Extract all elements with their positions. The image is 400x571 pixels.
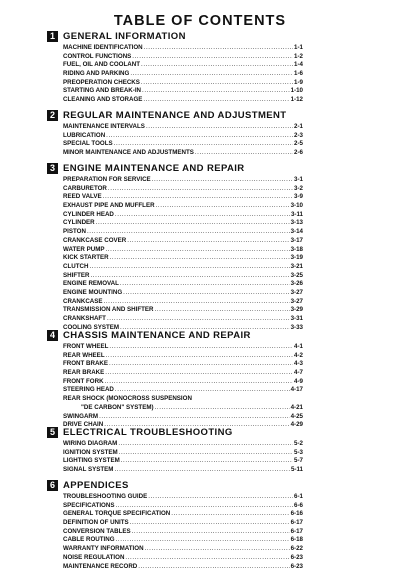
toc-entry-page-number: 5-2 <box>294 440 303 449</box>
dot-leader <box>103 193 293 202</box>
toc-entry[interactable] <box>63 193 303 202</box>
toc-entry-page-number: 3-9 <box>294 193 303 202</box>
dot-leader <box>105 378 293 387</box>
dot-leader <box>99 413 290 422</box>
dot-leader <box>115 502 293 511</box>
toc-entry-label: CLUTCH <box>63 263 88 272</box>
toc-entry[interactable] <box>63 44 303 53</box>
toc-entry-page-number: 6-18 <box>291 536 303 545</box>
toc-entry[interactable] <box>63 563 303 571</box>
toc-entry-page-number: 4-9 <box>294 378 303 387</box>
section-title: ENGINE MAINTENANCE AND REPAIR <box>63 163 245 174</box>
toc-entry-page-number: 6-23 <box>291 563 303 571</box>
dot-leader <box>104 298 290 307</box>
toc-entry-page-number: 3-33 <box>291 324 303 333</box>
toc-entry-label: CRANKCASE COVER <box>63 237 126 246</box>
toc-entry-page-number: 3-18 <box>291 246 303 255</box>
toc-entry[interactable] <box>63 466 303 475</box>
toc-entry-page-number: 3-26 <box>291 280 303 289</box>
toc-entry[interactable] <box>63 413 303 422</box>
toc-entry[interactable] <box>63 395 303 404</box>
toc-entry-label: SPECIFICATIONS <box>63 502 114 511</box>
toc-entry[interactable] <box>63 176 303 185</box>
toc-entry-page-number: 3-11 <box>291 211 303 220</box>
toc-entry[interactable] <box>63 536 303 545</box>
dot-leader <box>106 352 293 361</box>
toc-entry-page-number: 1-12 <box>291 96 303 105</box>
toc-entry-label: EXHAUST PIPE AND MUFFLER <box>63 202 155 211</box>
section-title: CHASSIS MAINTENANCE AND REPAIR <box>63 330 251 341</box>
toc-entry-label: CLEANING AND STORAGE <box>63 96 142 105</box>
toc-entry-label: WIRING DIAGRAM <box>63 440 117 449</box>
section-2-entries <box>63 123 303 158</box>
dot-leader <box>141 61 293 70</box>
toc-entry[interactable] <box>63 228 303 237</box>
toc-entry-page-number: 4-7 <box>294 369 303 378</box>
toc-entry-page-number: 3-19 <box>291 254 303 263</box>
toc-entry-page-number: 3-17 <box>291 237 303 246</box>
page-title: TABLE OF CONTENTS <box>0 13 400 29</box>
section-number-badge: 4 <box>47 330 58 341</box>
section-4-header[interactable] <box>47 329 251 342</box>
toc-entry-page-number: 2-5 <box>294 140 303 149</box>
dot-leader <box>114 466 290 475</box>
toc-entry-label: REAR WHEEL <box>63 352 105 361</box>
toc-entry-label: TRANSMISSION AND SHIFTER <box>63 306 154 315</box>
dot-leader <box>105 246 289 255</box>
dot-leader <box>105 369 293 378</box>
toc-entry-page-number: 4-25 <box>291 413 303 422</box>
dot-leader <box>195 149 293 158</box>
dot-leader <box>115 386 290 395</box>
toc-entry-page-number: 3-21 <box>291 263 303 272</box>
dot-leader <box>155 404 290 413</box>
toc-entry-page-number: 6-22 <box>291 545 303 554</box>
dot-leader <box>114 140 293 149</box>
dot-leader <box>148 493 293 502</box>
dot-leader <box>109 360 293 369</box>
toc-entry[interactable] <box>63 79 303 88</box>
toc-entry-page-number: 6-23 <box>291 554 303 563</box>
toc-entry[interactable] <box>63 237 303 246</box>
dot-leader <box>118 440 293 449</box>
dot-leader <box>142 87 290 96</box>
toc-entry[interactable] <box>63 246 303 255</box>
toc-entry-label: ENGINE REMOVAL <box>63 280 119 289</box>
toc-entry-page-number: 3-1 <box>294 176 303 185</box>
toc-entry-page-number: 3-31 <box>291 315 303 324</box>
toc-entry[interactable] <box>63 96 303 105</box>
toc-entry[interactable] <box>63 289 303 298</box>
toc-entry-label: LIGHTING SYSTEM <box>63 457 120 466</box>
dot-leader <box>123 289 289 298</box>
toc-entry-label: CONTROL FUNCTIONS <box>63 53 131 62</box>
dot-leader <box>132 528 290 537</box>
toc-entry-label: MAINTENANCE INTERVALS <box>63 123 145 132</box>
toc-entry-page-number: 5-7 <box>294 457 303 466</box>
toc-entry[interactable] <box>63 53 303 62</box>
dot-leader <box>143 96 289 105</box>
toc-entry-label: CRANKCASE <box>63 298 103 307</box>
dot-leader <box>121 457 293 466</box>
section-title: REGULAR MAINTENANCE AND ADJUSTMENT <box>63 110 286 121</box>
toc-entry-label: DEFINITION OF UNITS <box>63 519 129 528</box>
toc-entry-page-number: 2-1 <box>294 123 303 132</box>
toc-entry[interactable] <box>63 87 303 96</box>
section-6-header[interactable] <box>47 479 129 492</box>
section-title: ELECTRICAL TROUBLESHOOTING <box>63 427 233 438</box>
toc-entry-label: SWINGARM <box>63 413 98 422</box>
toc-entry[interactable] <box>63 149 303 158</box>
toc-entry-page-number: 3-14 <box>291 228 303 237</box>
toc-entry-page-number: 4-3 <box>294 360 303 369</box>
toc-entry-label: REAR BRAKE <box>63 369 104 378</box>
toc-entry-label: COOLING SYSTEM <box>63 324 119 333</box>
toc-entry-page-number: 4-29 <box>291 421 303 430</box>
section-1-entries <box>63 44 303 105</box>
dot-leader <box>130 519 290 528</box>
toc-entry-label: FUEL, OIL AND COOLANT <box>63 61 140 70</box>
toc-entry-page-number: 4-2 <box>294 352 303 361</box>
toc-entry[interactable] <box>63 404 303 413</box>
toc-entry[interactable] <box>63 263 303 272</box>
toc-entry[interactable] <box>63 449 303 458</box>
toc-entry[interactable] <box>63 386 303 395</box>
section-number-badge: 2 <box>47 110 58 121</box>
toc-entry[interactable] <box>63 519 303 528</box>
toc-entry-page-number: 3-13 <box>291 219 303 228</box>
toc-entry[interactable] <box>63 298 303 307</box>
toc-entry-label: FRONT FORK <box>63 378 104 387</box>
toc-entry-label: FRONT WHEEL <box>63 343 108 352</box>
toc-entry-page-number: 6-6 <box>294 502 303 511</box>
section-4-entries <box>63 343 303 430</box>
toc-entry-page-number: 4-21 <box>291 404 303 413</box>
section-number-badge: 6 <box>47 480 58 491</box>
toc-entry-page-number: 4-1 <box>294 343 303 352</box>
toc-entry-label: ENGINE MOUNTING <box>63 289 122 298</box>
toc-entry[interactable] <box>63 306 303 315</box>
toc-entry[interactable] <box>63 378 303 387</box>
toc-entry-label: SPECIAL TOOLS <box>63 140 113 149</box>
dot-leader <box>155 306 290 315</box>
toc-entry-label: "DE CARBON" SYSTEM) <box>63 404 154 413</box>
toc-entry-label: KICK STARTER <box>63 254 109 263</box>
toc-entry-page-number: 1-10 <box>291 87 303 96</box>
dot-leader <box>138 563 289 571</box>
toc-entry-label: CRANKSHAFT <box>63 315 106 324</box>
toc-entry-page-number: 5-3 <box>294 449 303 458</box>
toc-entry[interactable] <box>63 457 303 466</box>
toc-entry-label: IGNITION SYSTEM <box>63 449 118 458</box>
dot-leader <box>89 263 289 272</box>
toc-entry[interactable] <box>63 369 303 378</box>
section-title: APPENDICES <box>63 480 129 491</box>
toc-entry[interactable] <box>63 493 303 502</box>
toc-entry-label: STEERING HEAD <box>63 386 114 395</box>
dot-leader <box>106 132 293 141</box>
dot-leader <box>119 449 293 458</box>
dot-leader <box>127 237 289 246</box>
toc-entry-label: PISTON <box>63 228 86 237</box>
dot-leader <box>144 44 293 53</box>
toc-entry-label: WATER PUMP <box>63 246 104 255</box>
dot-leader <box>125 554 289 563</box>
dot-leader <box>115 211 290 220</box>
toc-entry-label: MINOR MAINTENANCE AND ADJUSTMENTS <box>63 149 194 158</box>
toc-entry-page-number: 6-1 <box>294 493 303 502</box>
toc-entry[interactable] <box>63 211 303 220</box>
toc-entry-label: CABLE ROUTING <box>63 536 115 545</box>
section-2-header[interactable] <box>47 109 286 122</box>
toc-entry-label: REED VALVE <box>63 193 102 202</box>
toc-entry-label: LUBRICATION <box>63 132 105 141</box>
toc-entry-page-number: 2-3 <box>294 132 303 141</box>
toc-entry[interactable] <box>63 502 303 511</box>
dot-leader <box>96 219 290 228</box>
toc-entry-page-number: 6-17 <box>291 528 303 537</box>
dot-leader <box>141 79 293 88</box>
toc-entry-label: RIDING AND PARKING <box>63 70 129 79</box>
toc-entry-label: PREPARATION FOR SERVICE <box>63 176 151 185</box>
toc-entry-label: CYLINDER HEAD <box>63 211 114 220</box>
dot-leader <box>152 176 293 185</box>
dot-leader <box>130 70 293 79</box>
dot-leader <box>87 228 290 237</box>
toc-entry[interactable] <box>63 132 303 141</box>
toc-entry-label: STARTING AND BREAK-IN <box>63 87 141 96</box>
toc-entry-page-number: 3-25 <box>291 272 303 281</box>
section-5-header[interactable] <box>47 426 233 439</box>
toc-entry-page-number: 3-27 <box>291 289 303 298</box>
toc-entry[interactable] <box>63 352 303 361</box>
toc-entry-label: PREOPERATION CHECKS <box>63 79 140 88</box>
toc-entry-page-number: 1-2 <box>294 53 303 62</box>
section-1-header[interactable] <box>47 30 186 43</box>
dot-leader <box>107 315 290 324</box>
section-number-badge: 1 <box>47 31 58 42</box>
toc-entry-label: GENERAL TORQUE SPECIFICATION <box>63 510 170 519</box>
dot-leader <box>132 53 293 62</box>
toc-entry[interactable] <box>63 70 303 79</box>
toc-entry-label: FRONT BRAKE <box>63 360 108 369</box>
toc-entry[interactable] <box>63 315 303 324</box>
toc-entry[interactable] <box>63 254 303 263</box>
toc-entry-label: WARRANTY INFORMATION <box>63 545 144 554</box>
toc-entry-page-number: 2-6 <box>294 149 303 158</box>
toc-entry-label: MACHINE IDENTIFICATION <box>63 44 143 53</box>
dot-leader <box>108 185 293 194</box>
dot-leader <box>90 272 289 281</box>
toc-entry[interactable] <box>63 554 303 563</box>
toc-entry-page-number: 5-11 <box>291 466 303 475</box>
section-3-header[interactable] <box>47 162 245 175</box>
toc-entry[interactable] <box>63 440 303 449</box>
section-5-entries <box>63 440 303 475</box>
section-title: GENERAL INFORMATION <box>63 31 186 42</box>
dot-leader <box>116 536 290 545</box>
toc-entry[interactable] <box>63 360 303 369</box>
toc-entry[interactable] <box>63 545 303 554</box>
dot-leader <box>156 202 290 211</box>
toc-entry-label: CARBURETOR <box>63 185 107 194</box>
toc-entry-page-number: 1-4 <box>294 61 303 70</box>
dot-leader <box>145 545 290 554</box>
toc-entry-label: DRIVE CHAIN <box>63 421 103 430</box>
toc-entry-label: REAR SHOCK (MONOCROSS SUSPENSION <box>63 395 192 404</box>
section-number-badge: 5 <box>47 427 58 438</box>
toc-entry[interactable] <box>63 219 303 228</box>
toc-entry-page-number: 6-16 <box>291 510 303 519</box>
toc-entry-page-number: 1-1 <box>294 44 303 53</box>
toc-entry-label: NOISE REGULATION <box>63 554 124 563</box>
toc-entry-page-number: 3-10 <box>291 202 303 211</box>
toc-entry-label: CYLINDER <box>63 219 95 228</box>
toc-entry[interactable] <box>63 280 303 289</box>
toc-entry-page-number: 3-29 <box>291 306 303 315</box>
toc-entry[interactable] <box>63 61 303 70</box>
toc-entry[interactable] <box>63 343 303 352</box>
toc-entry[interactable] <box>63 202 303 211</box>
dot-leader <box>146 123 293 132</box>
toc-entry-page-number: 6-17 <box>291 519 303 528</box>
toc-entry[interactable] <box>63 140 303 149</box>
dot-leader <box>120 280 290 289</box>
dot-leader <box>109 343 293 352</box>
toc-entry-label: MAINTENANCE RECORD <box>63 563 137 571</box>
toc-entry-label: SHIFTER <box>63 272 89 281</box>
dot-leader <box>110 254 290 263</box>
toc-entry[interactable] <box>63 528 303 537</box>
section-3-entries <box>63 176 303 332</box>
toc-entry[interactable] <box>63 272 303 281</box>
section-number-badge: 3 <box>47 163 58 174</box>
toc-entry-page-number: 1-9 <box>294 79 303 88</box>
toc-entry[interactable] <box>63 123 303 132</box>
section-6-entries <box>63 493 303 571</box>
toc-entry-page-number: 3-2 <box>294 185 303 194</box>
toc-entry-page-number: 4-17 <box>291 386 303 395</box>
toc-entry-label: SIGNAL SYSTEM <box>63 466 113 475</box>
toc-entry-label: TROUBLESHOOTING GUIDE <box>63 493 147 502</box>
toc-entry-page-number: 1-6 <box>294 70 303 79</box>
toc-entry[interactable] <box>63 185 303 194</box>
toc-entry-page-number: 3-27 <box>291 298 303 307</box>
toc-entry-label: CONVERSION TABLES <box>63 528 131 537</box>
